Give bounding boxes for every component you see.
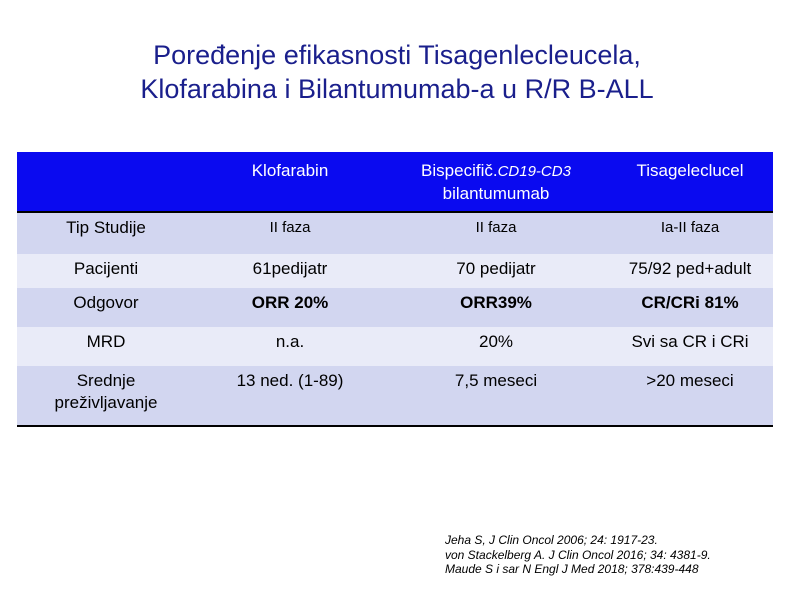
table-row xyxy=(17,212,773,254)
table-row xyxy=(17,327,773,366)
cell-bilantumumab: 7,5 meseci xyxy=(385,366,607,426)
reference-item: Maude S i sar N Engl J Med 2018; 378:439-448 xyxy=(445,562,699,576)
cell-klofarabin: 13 ned. (1-89) xyxy=(195,366,385,426)
cell-klofarabin: 61pedijatr xyxy=(252,259,328,278)
cell-tisageleclucel: Svi sa CR i CRi xyxy=(631,332,749,351)
header-klofarabin: Klofarabin xyxy=(251,161,329,180)
cell-bilantumumab: II faza xyxy=(385,212,607,254)
cell-tisageleclucel: >20 meseci xyxy=(607,366,773,426)
reference-item: Jeha S, J Clin Oncol 2006; 24: 1917-23. xyxy=(445,533,658,547)
table-row xyxy=(17,366,773,426)
row-label-tip-studije: Tip Studije xyxy=(17,212,195,254)
cell-tisageleclucel: 75/92 ped+adult xyxy=(628,259,752,278)
row-label-line-2: preživljavanje xyxy=(54,393,158,412)
cell-tisageleclucel: Ia-II faza xyxy=(607,212,773,254)
row-label-mrd: MRD xyxy=(86,332,126,351)
header-bilantumumab-label: bilantumumab xyxy=(442,184,550,203)
table-header-row xyxy=(17,152,773,212)
cell-klofarabin: n.a. xyxy=(275,332,305,351)
table-row xyxy=(17,254,773,288)
cell-tisageleclucel: CR/CRi 81% xyxy=(641,293,739,312)
cell-bilantumumab: ORR39% xyxy=(460,293,532,312)
title-line-2: Klofarabina i Bilantumumab-a u R/R B-ALL xyxy=(140,74,654,104)
row-label-pacijenti: Pacijenti xyxy=(73,259,139,278)
header-cd19-cd3-label: CD19-CD3 xyxy=(497,163,571,180)
table-row xyxy=(17,288,773,327)
reference-item: von Stackelberg A. J Clin Oncol 2016; 34: 4381-9. xyxy=(445,547,711,562)
title-line-1: Poređenje efikasnosti Tisagenlecleucela, xyxy=(153,40,641,70)
cell-bilantumumab: 70 pedijatr xyxy=(456,259,536,278)
header-bilantumumab xyxy=(385,152,607,212)
cell-klofarabin: II faza xyxy=(195,212,385,254)
header-bispecific-label: Bispecifič. xyxy=(421,161,498,180)
header-tisageleclucel: Tisageleclucel xyxy=(636,161,744,180)
header-empty xyxy=(17,152,195,212)
slide-title xyxy=(0,38,794,106)
row-label-srednje-prezivljavanje xyxy=(17,366,195,426)
cell-klofarabin: ORR 20% xyxy=(251,293,329,312)
row-label-odgovor: Odgovor xyxy=(73,293,139,312)
row-label-line-1: Srednje xyxy=(76,371,136,390)
cell-bilantumumab: 20% xyxy=(478,332,514,351)
references xyxy=(445,533,775,577)
comparison-table xyxy=(17,152,773,427)
